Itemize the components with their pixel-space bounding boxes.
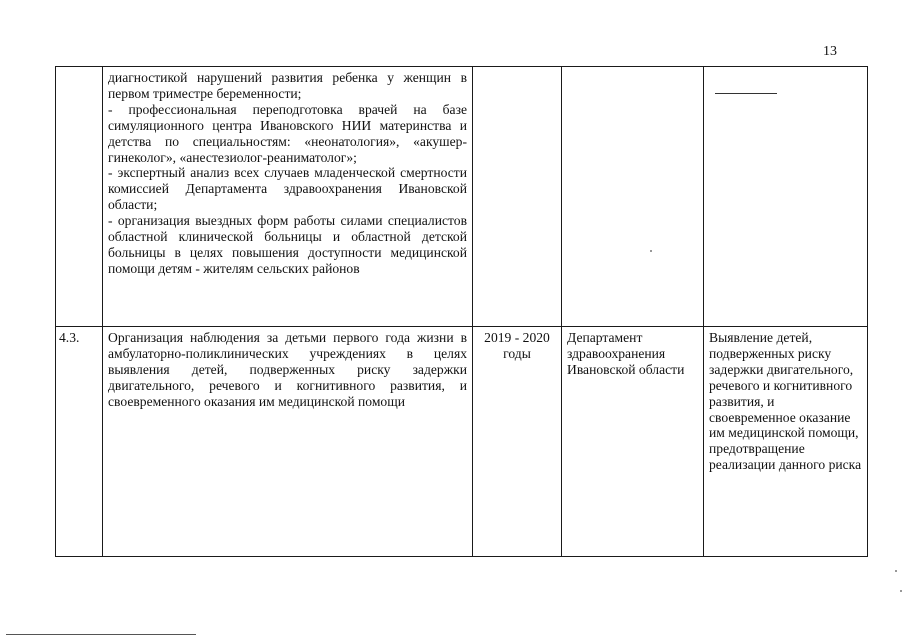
result-cell [704,67,868,327]
measure-paragraph: диагностикой нарушений развития ребенка у женщин в первом триместре беременности; [108,70,467,101]
period-text: 2019 - 2020 годы [484,330,550,361]
scan-speck [895,570,897,572]
measures-table [55,66,868,557]
result-text: Выявление детей, подверженных риску задержки двигательного, речевого и когнитивного развития, и своевременное оказание им медицинской помощи, предотвращение реализации данного риска [709,330,862,473]
scan-speck [650,250,652,252]
measure-cell [103,327,473,557]
measure-text: Организация наблюдения за детьми первого года жизни в амбулаторно-поликлинических учреждениях в целях выявления детей, подверженных риску задержки двигательного, речевого и когнитивного развития, и своевременного оказания им медицинской помощи [108,330,467,409]
row-number: 4.3. [59,330,80,345]
period-cell [473,67,562,327]
period-cell [473,327,562,557]
page-number: 13 [823,44,837,59]
table-row [56,67,868,327]
executor-text: Департамент здравоохранения Ивановской области [567,330,685,377]
result-cell [704,327,868,557]
table-row [56,327,868,557]
measure-cell [103,67,473,327]
row-number-cell [56,327,103,557]
measure-paragraph: - экспертный анализ всех случаев младенческой смертности комиссией Департамента здравоохранения Ивановской области; [108,165,467,213]
measure-paragraph: - профессиональная переподготовка врачей на базе симуляционного центра Ивановского НИИ материнства и детства по специальностям: «неонатология», «акушер-гинеколог», «анестезиолог-реаниматолог»; [108,101,467,165]
executor-cell [562,327,704,557]
executor-cell [562,67,704,327]
row-number-cell [56,67,103,327]
scan-speck [900,590,902,592]
scan-edge-line [6,634,196,635]
measure-paragraph: - организация выездных форм работы силами специалистов областной клинической больницы и областной детской больницы в целях повышения доступности медицинской помощи детям - жителям сельских районов [108,213,467,276]
handwritten-dash [715,93,777,94]
